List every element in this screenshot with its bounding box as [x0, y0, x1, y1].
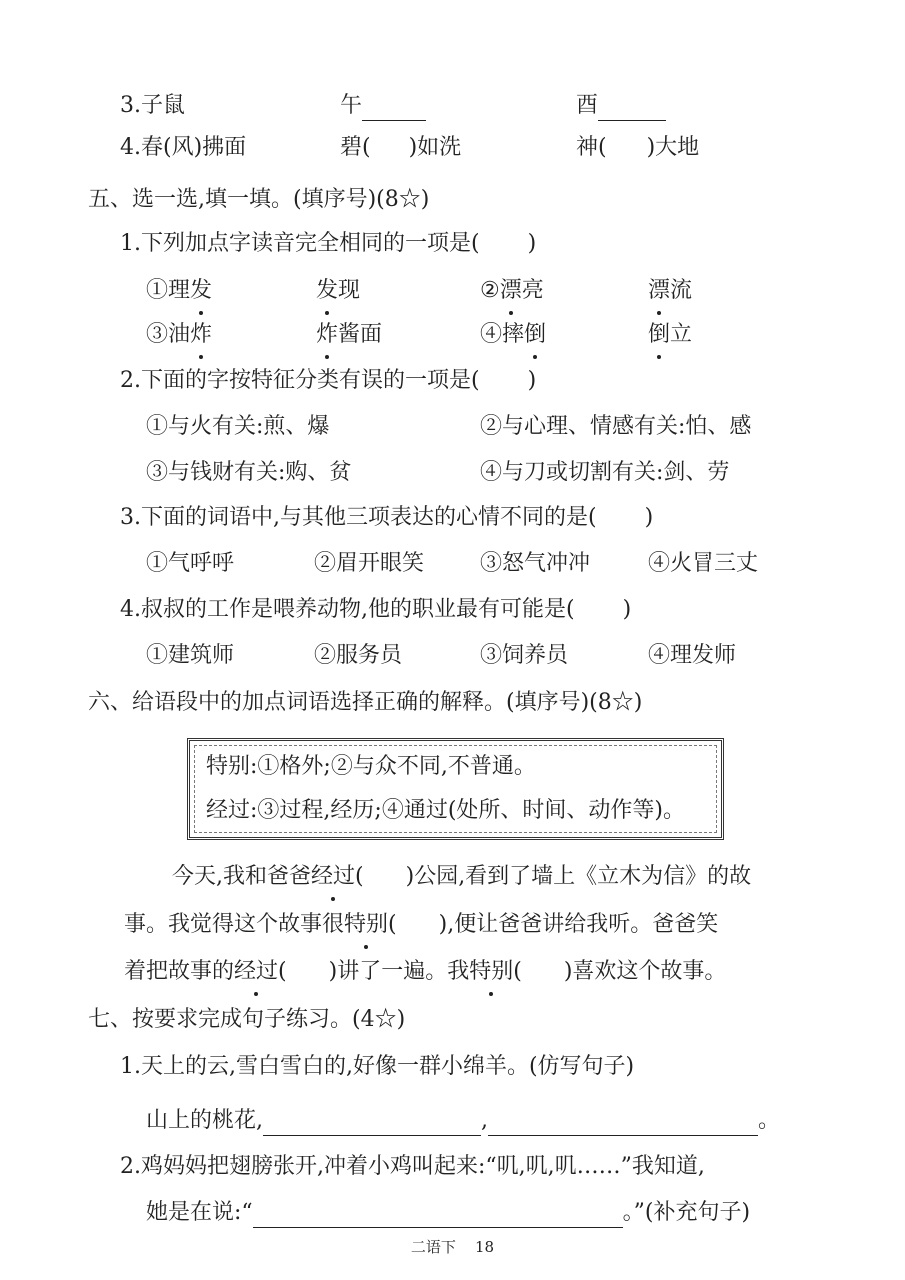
s5-q1-opt5	[146, 320, 212, 350]
q4-row4-b2: )如洗	[408, 135, 462, 160]
s5-q1-text: 1.下列加点字读音完全相同的一项是(	[120, 231, 480, 256]
answer-line[interactable]	[488, 1113, 758, 1136]
s5-q1-opt8	[648, 320, 692, 350]
passage-text: ),便让爸爸讲给我听。爸爸笑	[438, 912, 719, 937]
dotted-word: 经过	[234, 957, 278, 987]
opt-text: 酱面	[338, 322, 383, 347]
s5-q1-opt3	[480, 276, 544, 306]
s5-q1-opt1	[146, 276, 212, 306]
q4-row3-c-label: 酉	[576, 93, 599, 118]
passage-line-3	[124, 957, 726, 987]
q4-row4-c	[576, 133, 699, 163]
s5-q1-opt4	[648, 276, 692, 306]
passage-text: )公园,看到了墙上《立木为信》的故	[405, 864, 752, 889]
definition-2: 经过:③过程,经历;④通过(处所、时间、动作等)。	[206, 798, 685, 823]
opt-text: 现	[338, 278, 361, 303]
opt-text: 亮	[521, 278, 544, 303]
opt-text: ③油	[146, 322, 191, 347]
s5-q3-text: 3.下面的词语中,与其他三项表达的心情不同的是(	[120, 505, 597, 530]
dotted-char: 倒	[524, 320, 546, 350]
s5-q1	[120, 229, 536, 259]
opt-text: 流	[670, 278, 693, 303]
s5-q4	[120, 595, 631, 625]
s7-q2-answer	[146, 1198, 750, 1228]
s7-q1-answer	[146, 1106, 780, 1136]
dotted-word: 特别	[469, 957, 513, 987]
s5-q4-opt1: ①建筑师	[146, 643, 235, 668]
s7-q2: 2.鸡妈妈把翅膀张开,冲着小鸡叫起来:“叽,叽,叽……”我知道,	[120, 1154, 705, 1179]
footer-label: 二语下	[410, 1238, 456, 1256]
opt-text: ④摔	[480, 322, 525, 347]
page-footer	[0, 1236, 905, 1257]
s5-q1-opt2	[316, 276, 360, 306]
open-paren: (	[388, 912, 397, 937]
q4-row4-c1: 神(	[576, 135, 607, 160]
q4-row3	[120, 91, 185, 121]
period: 。	[758, 1108, 781, 1133]
s5-q2-opt4: ④与刀或切割有关:剑、劳	[480, 460, 730, 485]
section-5-title: 五、选一选,填一填。(填序号)(8☆)	[88, 187, 430, 212]
s5-q4-opt3: ③饲养员	[480, 643, 569, 668]
dotted-char: 漂	[500, 276, 522, 306]
q4-row4-c2: )大地	[646, 135, 700, 160]
dotted-word: 特别	[344, 910, 388, 940]
passage-text: )喜欢这个故事。	[563, 959, 727, 984]
section-6-title: 六、给语段中的加点词语选择正确的解释。(填序号)(8☆)	[88, 690, 643, 715]
page-number: 18	[475, 1238, 495, 1256]
opt-text: 立	[670, 322, 693, 347]
s5-q2-opt3: ③与钱财有关:购、贫	[146, 460, 352, 485]
answer-blank[interactable]	[362, 98, 426, 121]
s5-q4-opt4: ④理发师	[648, 643, 737, 668]
close-paren: )	[622, 597, 632, 622]
s5-q3-opt1: ①气呼呼	[146, 551, 235, 576]
close-paren: )	[527, 368, 537, 393]
definition-1: 特别:①格外;②与众不同,不普通。	[206, 754, 536, 779]
s5-q2-opt2: ②与心理、情感有关:怕、感	[480, 414, 752, 439]
passage-text: 今天,我和爸爸	[172, 864, 311, 889]
q4-row3-a: 3.子鼠	[120, 93, 185, 118]
dotted-char: 发	[190, 276, 212, 306]
s5-q4-text: 4.叔叔的工作是喂养动物,他的职业最有可能是(	[120, 597, 575, 622]
q4-row3-c	[576, 91, 666, 121]
dotted-char: 炸	[190, 320, 212, 350]
opt-text: ②	[480, 278, 500, 303]
open-paren: (	[278, 959, 287, 984]
s5-q2	[120, 366, 536, 396]
s5-q3-opt3: ③怒气冲冲	[480, 551, 591, 576]
passage-line-1	[172, 862, 751, 892]
answer-blank[interactable]	[598, 98, 666, 121]
comma: ,	[481, 1108, 488, 1133]
passage-line-2	[124, 910, 718, 940]
open-paren: (	[513, 959, 522, 984]
s5-q3-opt2: ②眉开眼笑	[314, 551, 425, 576]
s5-q3-opt4: ④火冒三丈	[648, 551, 759, 576]
q4-row3-b	[340, 91, 426, 121]
q4-row4-b	[340, 133, 461, 163]
passage-text: 。”(补充句子)	[622, 1200, 751, 1225]
s5-q2-opt1: ①与火有关:煎、爆	[146, 414, 330, 439]
dotted-char: 漂	[648, 276, 670, 306]
close-paren: )	[527, 231, 537, 256]
close-paren: )	[644, 505, 654, 530]
passage-text: )讲了一遍。我	[328, 959, 470, 984]
q4-row3-b-label: 午	[340, 93, 363, 118]
opt-text: ①理	[146, 278, 191, 303]
s5-q4-opt2: ②服务员	[314, 643, 403, 668]
passage-text: 山上的桃花,	[146, 1108, 263, 1133]
answer-line[interactable]	[263, 1113, 481, 1136]
passage-text: 事。我觉得这个故事很	[124, 912, 345, 937]
dotted-char: 发	[316, 276, 338, 306]
s5-q3	[120, 503, 653, 533]
q4-row4-b1: 碧(	[340, 135, 371, 160]
q4-row4-a: 4.春(风)拂面	[120, 135, 247, 160]
open-paren: (	[355, 864, 364, 889]
passage-text: 着把故事的	[124, 959, 235, 984]
section-7-title: 七、按要求完成句子练习。(4☆)	[88, 1007, 406, 1032]
answer-line[interactable]	[253, 1205, 623, 1228]
s7-q1: 1.天上的云,雪白雪白的,好像一群小绵羊。(仿写句子)	[120, 1054, 635, 1079]
passage-text: 她是在说:“	[146, 1200, 253, 1225]
s5-q2-text: 2.下面的字按特征分类有误的一项是(	[120, 368, 480, 393]
dotted-char: 倒	[648, 320, 670, 350]
s5-q1-opt6	[316, 320, 382, 350]
dotted-char: 炸	[316, 320, 338, 350]
s5-q1-opt7	[480, 320, 546, 350]
dotted-word: 经过	[311, 862, 355, 892]
